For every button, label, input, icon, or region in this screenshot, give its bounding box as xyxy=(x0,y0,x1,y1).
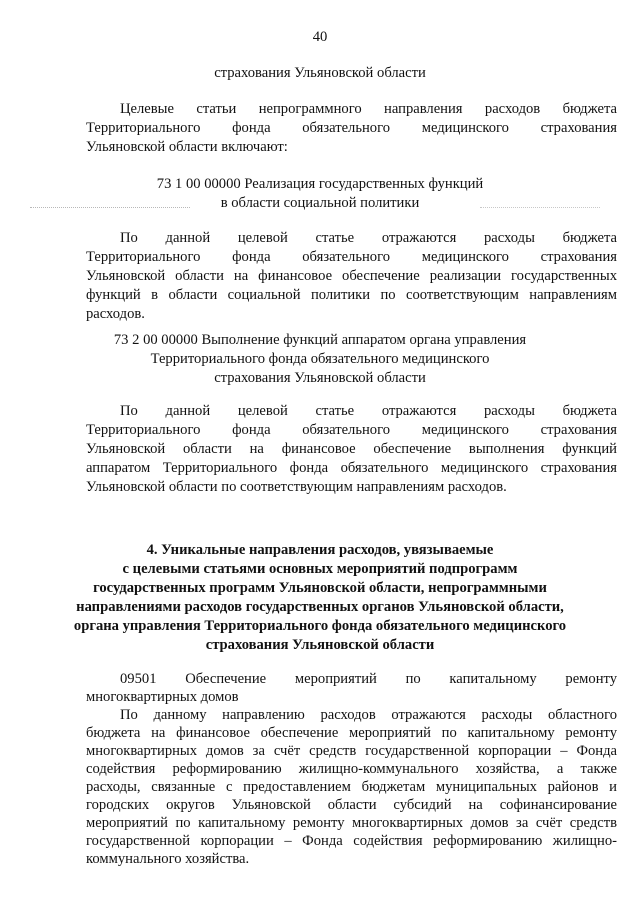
para4-line-6: городских округов Ульяновской области субсидий на софинансирование xyxy=(86,797,617,813)
para2-line-1: По данной целевой статье отражаются расходы бюджета xyxy=(120,230,617,246)
para3-line-5: Ульяновской области по соответствующим направлениям расходов. xyxy=(86,479,507,495)
section4-title-line-2: с целевыми статьями основных мероприятий подпрограмм xyxy=(122,561,518,577)
para4-line-8: государственной корпорации – Фонда содействия реформированию жилищно- xyxy=(86,833,617,849)
scan-artifact xyxy=(480,207,600,208)
para4-line-3: многоквартирных домов за счёт средств государственной корпорации – Фонда xyxy=(86,743,617,759)
para2-line-5: расходов. xyxy=(86,306,145,322)
para1-line-1: Целевые статьи непрограммного направления расходов бюджета xyxy=(120,101,617,117)
para4-line-7: мероприятий по капитальному ремонту многоквартирных домов за счёт средств xyxy=(86,815,617,831)
para3-line-3: Ульяновской области на финансовое обеспечение выполнения функций xyxy=(86,441,617,457)
scan-artifact xyxy=(30,207,190,208)
para2-line-3: Ульяновской области на финансовое обеспечение реализации государственных xyxy=(86,268,617,284)
item-code-line-2: многоквартирных домов xyxy=(86,689,239,705)
para4-line-9: коммунального хозяйства. xyxy=(86,851,250,867)
para3-line-1: По данной целевой статье отражаются расходы бюджета xyxy=(120,403,617,419)
para2-line-4: функций в области социальной политики по соответствующим направлениям xyxy=(86,287,617,303)
para1-line-2: Территориального фонда обязательного медицинского страхования xyxy=(86,120,617,136)
section4-title-line-3: государственных программ Ульяновской области, непрограммными xyxy=(93,580,547,596)
heading1-line-2: в области социальной политики xyxy=(220,195,420,211)
item-code-line: 09501 Обеспечение мероприятий по капитальному ремонту xyxy=(120,671,617,687)
para4-line-5: расходы, связанные с предоставлением бюджетам муниципальных районов и xyxy=(86,779,617,795)
para2-line-2: Территориального фонда обязательного медицинского страхования xyxy=(86,249,617,265)
page-number: 40 xyxy=(312,29,328,45)
para4-line-4: содействия реформированию жилищно-коммунального хозяйства, а также xyxy=(86,761,617,777)
section4-title-line-6: страхования Ульяновской области xyxy=(205,637,435,653)
section4-title-line-1: 4. Уникальные направления расходов, увязываемые xyxy=(146,542,494,558)
continued-heading-line: страхования Ульяновской области xyxy=(214,65,426,81)
para3-line-2: Территориального фонда обязательного медицинского страхования xyxy=(86,422,617,438)
heading1-line-1: 73 1 00 00000 Реализация государственных функций xyxy=(156,176,484,192)
para1-line-3: Ульяновской области включают: xyxy=(86,139,288,155)
heading2-line-2: Территориального фонда обязательного медицинского xyxy=(150,351,490,367)
heading2-line-3: страхования Ульяновской области xyxy=(214,370,426,386)
para4-line-2: бюджета на финансовое обеспечение мероприятий по капитальному ремонту xyxy=(86,725,617,741)
para4-line-1: По данному направлению расходов отражаются расходы областного xyxy=(120,707,617,723)
para3-line-4: аппаратом Территориального фонда обязательного медицинского страхования xyxy=(86,460,617,476)
heading2-line-1: 73 2 00 00000 Выполнение функций аппаратом органа управления xyxy=(113,332,527,348)
section4-title-line-4: направлениями расходов государственных органов Ульяновской области, xyxy=(76,599,564,615)
section4-title-line-5: органа управления Территориального фонда обязательного медицинского xyxy=(73,618,567,634)
